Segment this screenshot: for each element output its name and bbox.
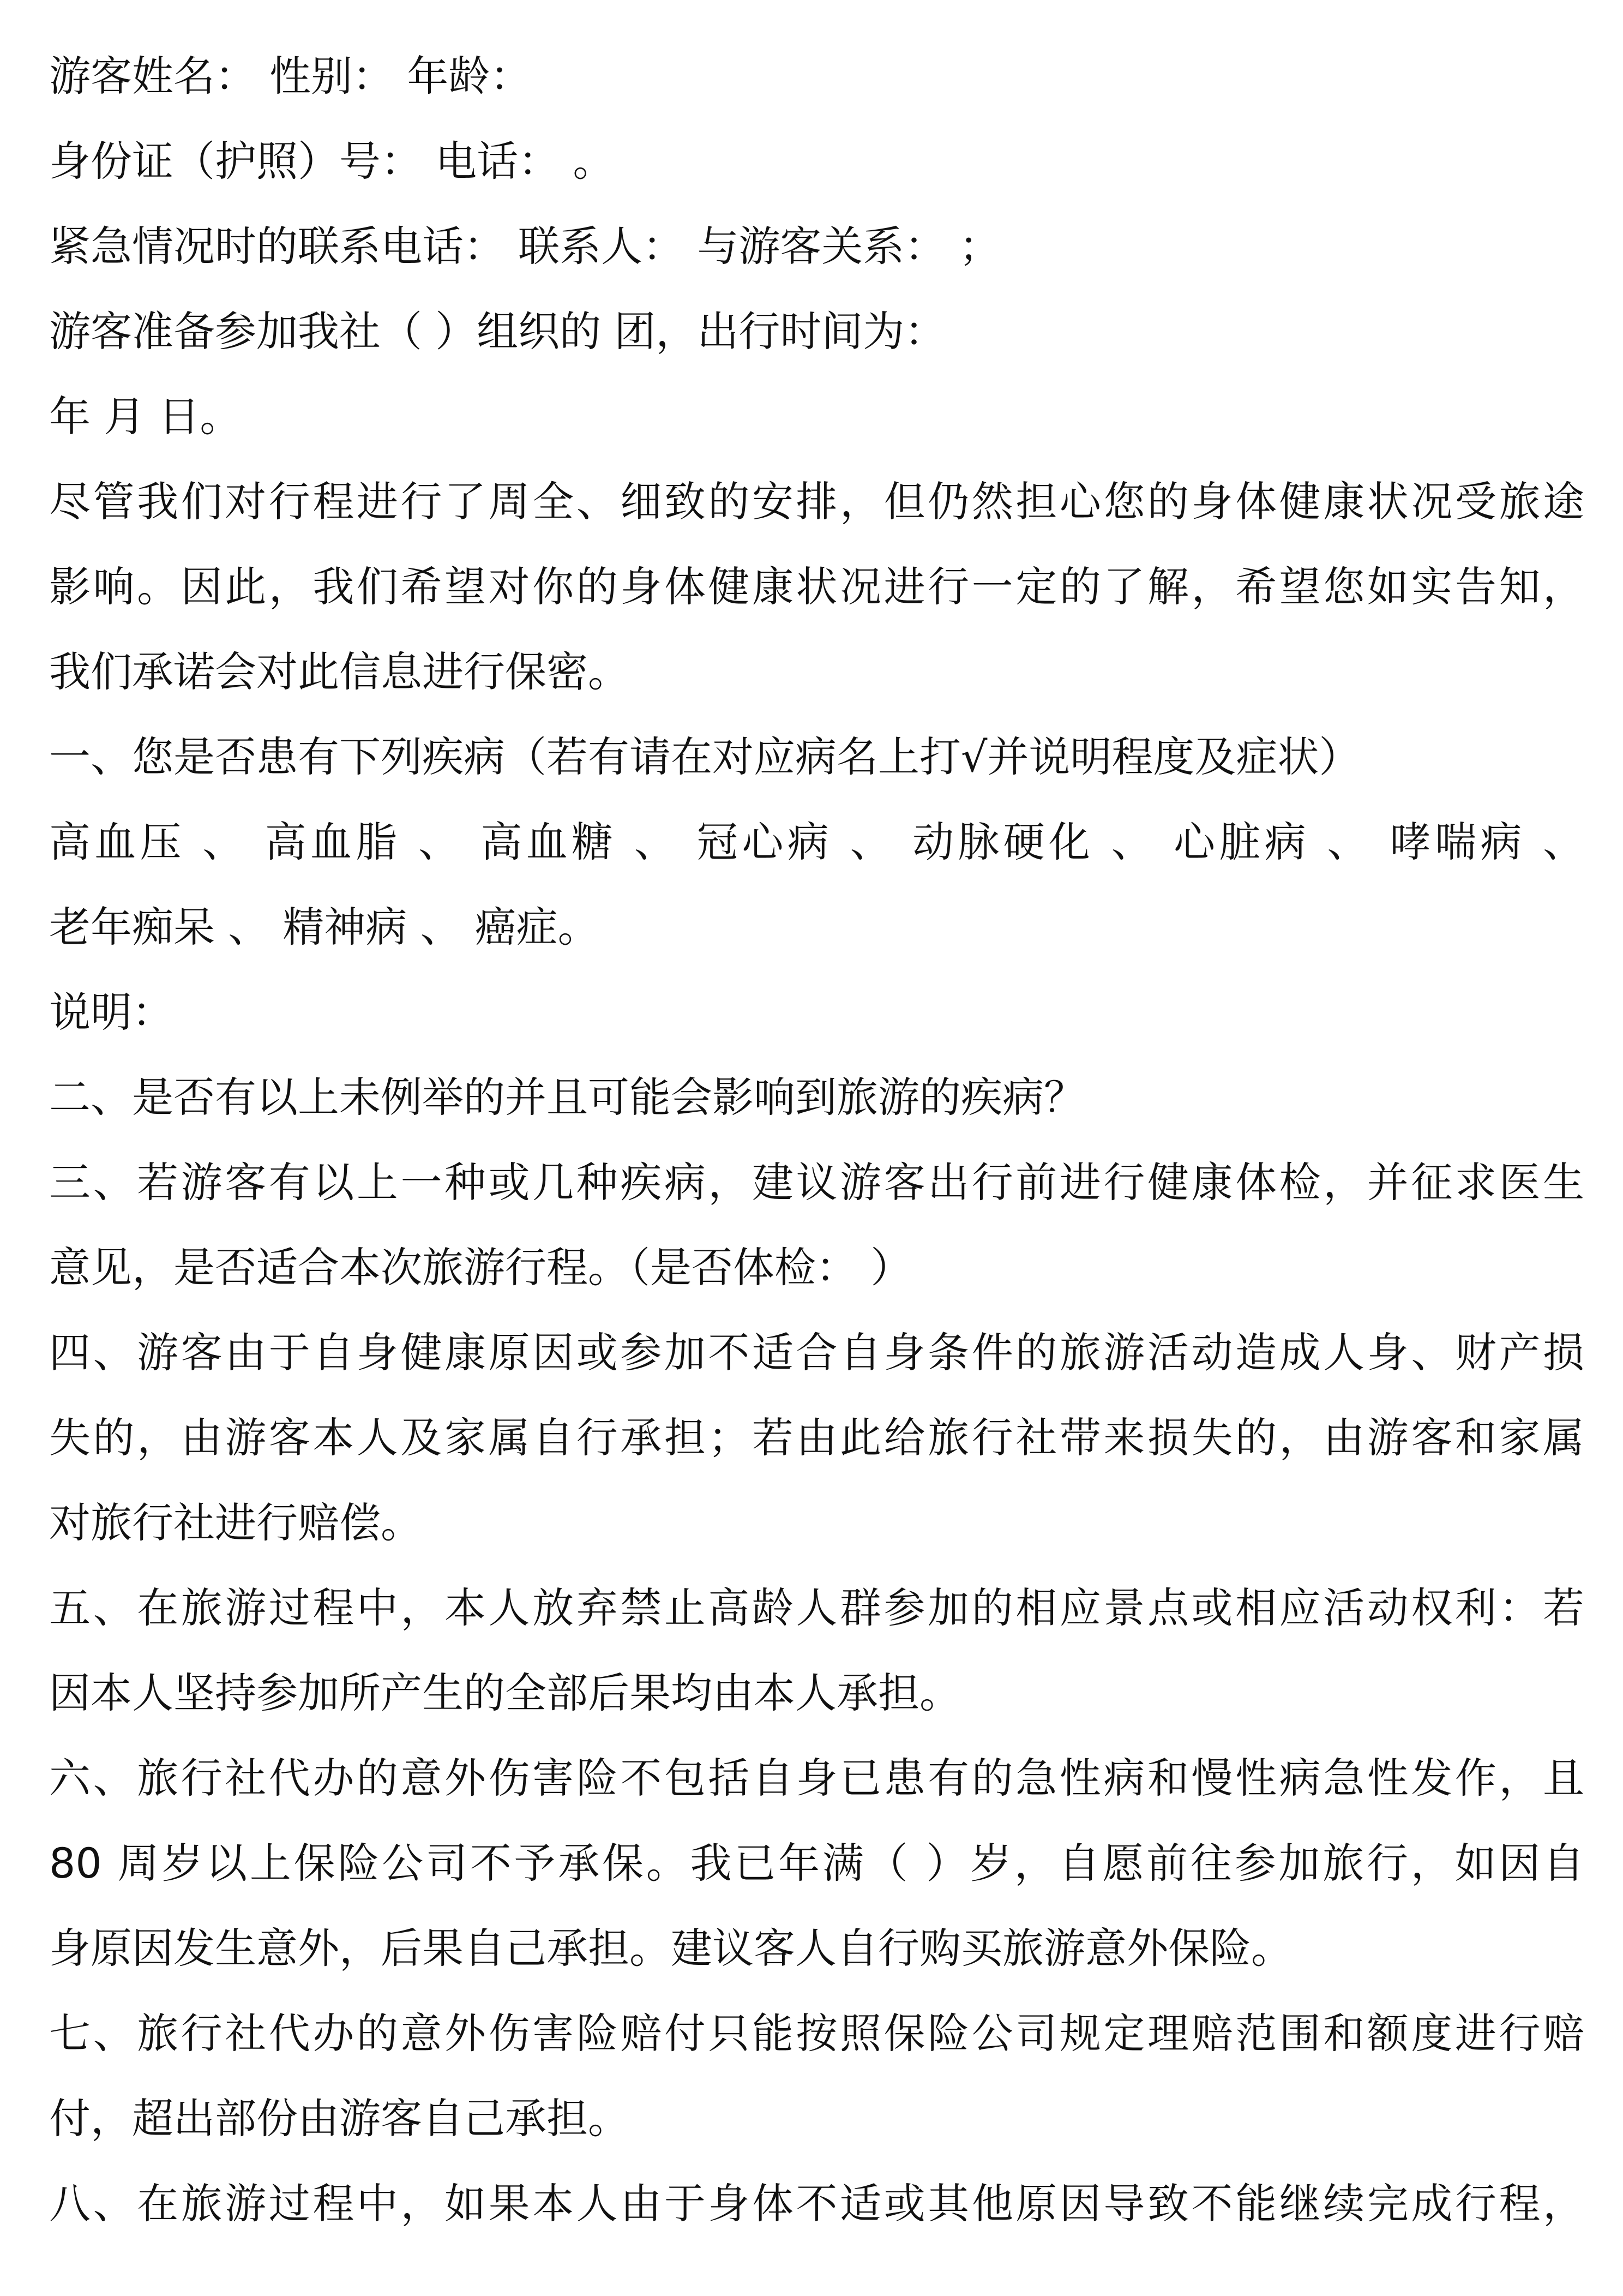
section-six-line-1: 六、旅行社代办的意外伤害险不包括自身已患有的急性病和慢性病急性发作，且: [49, 1754, 1584, 1802]
section-six-line-2: 80 周岁以上保险公司不予承保。我已年满（ ）岁，自愿前往参加旅行，如因自: [49, 1839, 1584, 1887]
disease-list-line-1: 高血压 、 高血脂 、 高血糖 、 冠心病 、 动脉硬化 、 心脏病 、 哮喘病 、: [49, 818, 1584, 866]
section-three-line-1: 三、若游客有以上一种或几种疾病，建议游客出行前进行健康体检，并征求医生: [49, 1158, 1584, 1207]
explanation-label: 说明：: [49, 988, 173, 1036]
travel-date-line: 年 月 日。: [49, 392, 242, 441]
intro-paragraph-line-2: 影响。因此，我们希望对你的身体健康状况进行一定的了解，希望您如实告知，: [49, 562, 1584, 611]
section-four-line-2: 失的，由游客本人及家属自行承担；若由此给旅行社带来损失的，由游客和家属: [49, 1413, 1584, 1462]
tour-join-line: 游客准备参加我社（ ）组织的 团，出行时间为：: [49, 307, 946, 356]
intro-paragraph-line-3: 我们承诺会对此信息进行保密。: [49, 648, 629, 696]
emergency-contact-line: 紧急情况时的联系电话： 联系人： 与游客关系： ；: [49, 222, 1001, 271]
id-phone-line: 身份证（护照）号： 电话： 。: [49, 137, 615, 185]
document-page: [49, 34, 1584, 2246]
disease-list-line-2: 老年痴呆 、 精神病 、 癌症。: [49, 903, 599, 951]
section-eight-line-1: 八、在旅游过程中，如果本人由于身体不适或其他原因导致不能继续完成行程，: [49, 2179, 1584, 2228]
section-six-line-3: 身原因发生意外，后果自己承担。建议客人自行购买旅游意外保险。: [49, 1924, 1293, 1973]
section-one-heading: 一、您是否患有下列疾病（若有请在对应病名上打√并说明程度及症状）: [49, 733, 1361, 781]
section-three-line-2: 意见，是否适合本次旅游行程。（是否体检： ）: [49, 1243, 912, 1292]
section-five-line-2: 因本人坚持参加所产生的全部后果均由本人承担。: [49, 1669, 961, 1717]
section-four-line-1: 四、游客由于自身健康原因或参加不适合自身条件的旅游活动造成人身、财产损: [49, 1328, 1584, 1377]
section-seven-line-1: 七、旅行社代办的意外伤害险赔付只能按照保险公司规定理赔范围和额度进行赔: [49, 2009, 1584, 2058]
section-four-line-3: 对旅行社进行赔偿。: [49, 1498, 422, 1547]
traveler-name-line: 游客姓名： 性别： 年龄：: [49, 52, 532, 100]
section-seven-line-2: 付，超出部份由游客自己承担。: [49, 2094, 629, 2143]
section-five-line-1: 五、在旅游过程中，本人放弃禁止高龄人群参加的相应景点或相应活动权利：若: [49, 1584, 1584, 1632]
intro-paragraph-line-1: 尽管我们对行程进行了周全、细致的安排，但仍然担心您的身体健康状况受旅途: [49, 477, 1584, 526]
section-two: 二、是否有以上未例举的并且可能会影响到旅游的疾病？: [49, 1073, 1085, 1122]
